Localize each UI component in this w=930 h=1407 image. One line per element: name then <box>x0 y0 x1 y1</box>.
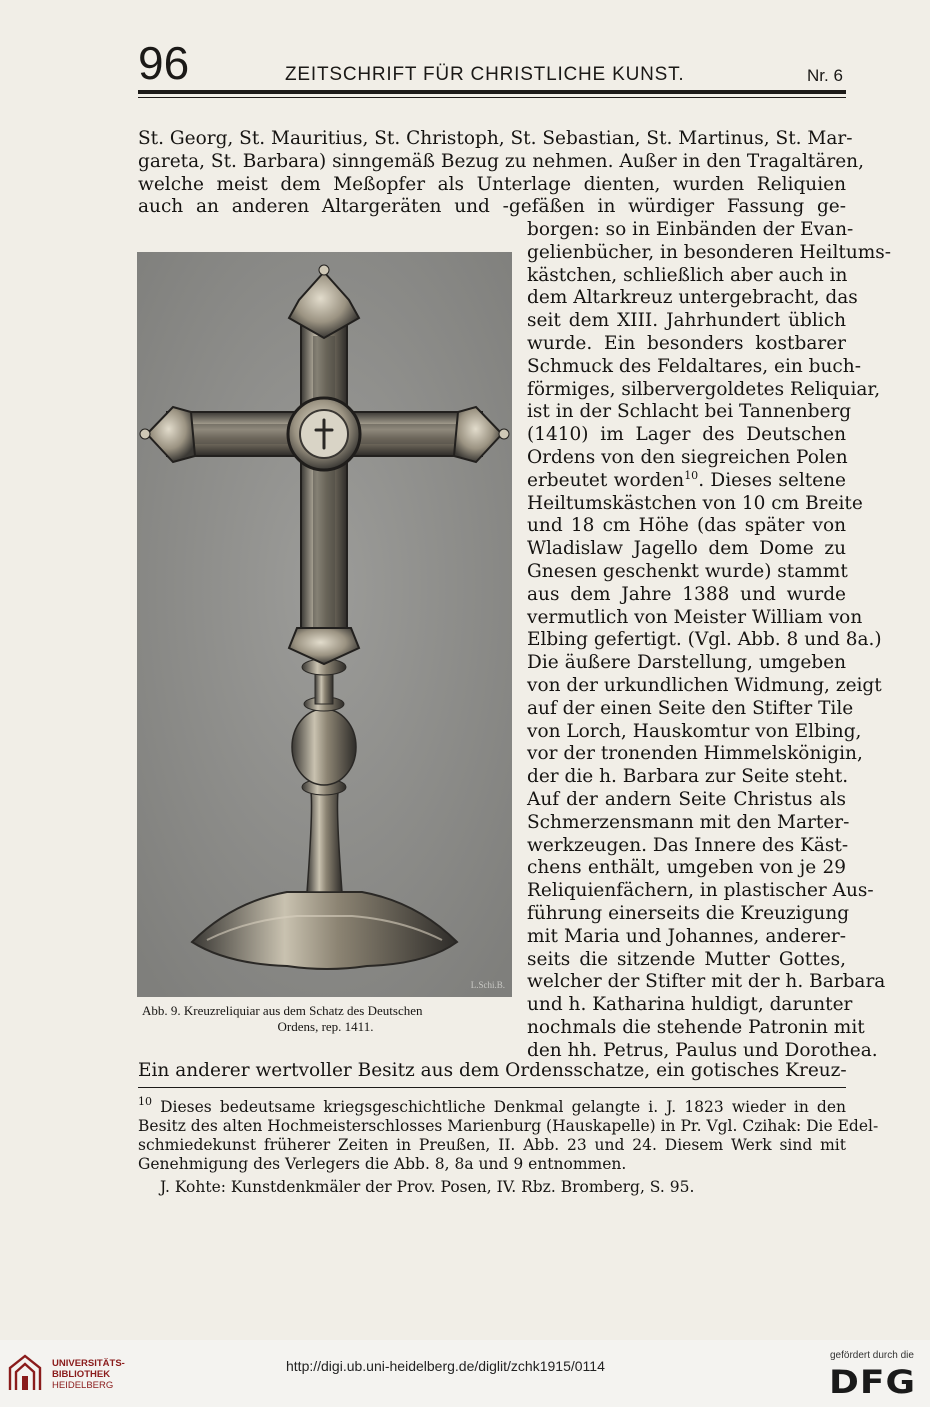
footnote-line <box>138 1095 846 1117</box>
footnote-line: Genehmigung des Verlegers die Abb. 8, 8a und 9 entnommen. <box>138 1155 627 1173</box>
footnote <box>138 1095 879 1197</box>
text-line: welcher der Stifter mit der h. Barbara <box>527 971 886 993</box>
footnote-rule <box>138 1087 846 1088</box>
text-line-with-footnote <box>527 470 846 493</box>
text-line: Schmerzensmann mit den Marter- <box>527 811 850 833</box>
text-line: werkzeugen. Das Innere des Käst- <box>527 834 849 856</box>
dfg-logo[interactable]: DFG <box>829 1364 917 1401</box>
text-line: Gnesen geschenkt wurde) stammt <box>527 560 848 582</box>
cross-stem <box>307 792 342 892</box>
photo-credit: L.Schi.B. <box>470 980 505 990</box>
text-line-continuation: Ein anderer wertvoller Besitz aus dem Ordensschatze, ein gotisches Kreuz- <box>138 1060 847 1081</box>
text-line: mit Maria und Johannes, anderer- <box>527 925 846 947</box>
text-line: (1410) im Lager des Deutschen <box>527 424 846 446</box>
caption-line: Ordens, rep. 1411. <box>277 1019 374 1034</box>
issue-number: Nr. 6 <box>807 66 843 85</box>
text-line: der die h. Barbara zur Seite steht. <box>527 766 849 788</box>
text-line: dem Altarkreuz untergebracht, das <box>527 287 858 309</box>
text-fragment: . Dieses seltene <box>698 469 846 491</box>
text-line: ist in der Schlacht bei Tannenberg <box>527 401 852 423</box>
body-column-text <box>527 219 892 1062</box>
header-rule <box>138 90 846 94</box>
text-line: führung einerseits die Kreuzigung <box>527 902 850 924</box>
footnote-line: Besitz des alten Hochmeisterschlosses Marienburg (Hauskapelle) in Pr. Vgl. Czihak: Die Edel- <box>138 1117 879 1135</box>
header-rule-thin <box>138 97 846 98</box>
page-number: 96 <box>138 37 190 89</box>
text-line: aus dem Jahre 1388 und wurde <box>527 583 846 605</box>
text-line: welche meist dem Meßopfer als Unterlage dienten, wurden Reliquien <box>138 173 846 195</box>
library-footer <box>0 1340 930 1407</box>
text-line: und h. Katharina huldigt, darunter <box>527 994 853 1016</box>
digital-copy-url[interactable]: http://digi.ub.uni-heidelberg.de/diglit/zchk1915/0114 <box>286 1358 605 1374</box>
library-logo-icon[interactable] <box>8 1354 42 1392</box>
text-line: vor der tronenden Himmelskönigin, <box>527 743 863 765</box>
text-line: den hh. Petrus, Paulus und Dorothea. <box>527 1039 878 1061</box>
text-line: borgen: so in Einbänden der Evan- <box>527 219 854 240</box>
footnote-reference[interactable]: 10 <box>684 468 699 482</box>
library-name <box>52 1358 125 1391</box>
library-name-line: BIBLIOTHEK <box>52 1369 111 1380</box>
text-line: Reliquienfächern, in plastischer Aus- <box>527 880 874 902</box>
text-line: kästchen, schließlich aber auch in <box>527 264 848 286</box>
text-line: gelienbücher, in besonderen Heiltums- <box>527 241 892 263</box>
funding-label: gefördert durch die <box>830 1350 914 1361</box>
library-name-line: HEIDELBERG <box>52 1380 114 1391</box>
text-line: vermutlich von Meister William von <box>527 606 863 628</box>
text-line: auf der einen Seite den Stifter Tile <box>527 697 854 719</box>
cross-illustration <box>137 252 512 997</box>
text-line: gareta, St. Barbara) sinngemäß Bezug zu nehmen. Außer in den Tragaltären, <box>138 150 864 172</box>
text-line: Wladislaw Jagello dem Dome zu <box>527 538 846 560</box>
text-line: Die äußere Darstellung, umgeben <box>527 652 846 674</box>
text-line: chens enthält, umgeben von je 29 <box>527 857 846 879</box>
text-line: wurde. Ein besonders kostbarer <box>527 332 846 354</box>
text-line: St. Georg, St. Mauritius, St. Christoph, St. Sebastian, St. Martinus, St. Mar- <box>138 128 853 149</box>
caption-line: Abb. 9. Kreuzreliquiar aus dem Schatz des Deutschen <box>142 1003 423 1018</box>
footnote-mark: 10 <box>138 1095 152 1108</box>
footnote-line: schmiedekunst früherer Zeiten in Preußen, II. Abb. 23 und 24. Diesem Werk sind mit <box>138 1136 846 1154</box>
text-line: Ordens von den siegreichen Polen <box>527 446 848 468</box>
text-line: nochmals die stehende Patronin mit <box>527 1016 865 1038</box>
text-line: förmiges, silbervergoldetes Reliquiar, <box>527 378 881 400</box>
text-line: Heiltumskästchen von 10 cm Breite <box>527 492 863 514</box>
text-line: seits die sitzende Mutter Gottes, <box>527 948 846 970</box>
reference-line: J. Kohte: Kunstdenkmäler der Prov. Posen, IV. Rbz. Bromberg, S. 95. <box>160 1178 695 1196</box>
text-line: von Lorch, Hauskomtur von Elbing, <box>527 720 862 742</box>
text-line: von der urkundlichen Widmung, zeigt <box>527 674 882 696</box>
text-line: auch an anderen Altargeräten und -gefäßen in würdiger Fassung ge- <box>138 196 846 218</box>
cross-knot <box>292 709 356 785</box>
figure-caption <box>138 1003 513 1035</box>
footnote-text: Dieses bedeutsame kriegsgeschichtliche Denkmal gelangte i. J. 1823 wieder in den <box>152 1098 846 1116</box>
text-line: und 18 cm Höhe (das später von <box>527 515 846 537</box>
running-title: ZEITSCHRIFT FÜR CHRISTLICHE KUNST. <box>285 64 685 85</box>
library-name-line: UNIVERSITÄTS- <box>52 1358 125 1369</box>
text-fragment: erbeutet worden <box>527 469 685 491</box>
text-line: Schmuck des Feldaltares, ein buch- <box>527 355 861 377</box>
text-line: seit dem XIII. Jahrhundert üblich <box>527 310 846 332</box>
text-line: Auf der andern Seite Christus als <box>527 788 846 810</box>
text-line: Elbing gefertigt. (Vgl. Abb. 8 und 8a.) <box>527 629 882 651</box>
cross-reliquary-photo <box>137 252 512 997</box>
